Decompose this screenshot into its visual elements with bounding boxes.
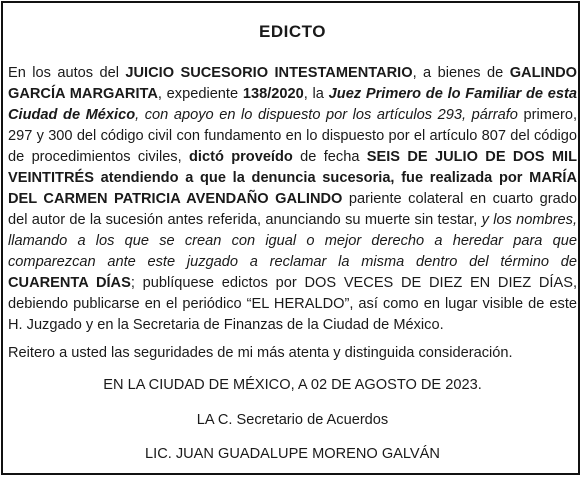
trial-type: JUICIO SUCESORIO INTESTAMENTARIO xyxy=(125,65,413,81)
term-days: CUARENTA DÍAS xyxy=(8,275,131,291)
signer-title: LA C. Secretario de Acuerdos xyxy=(196,412,389,428)
deceased-name: GALINDO GARCÍA MARGARITA xyxy=(8,65,577,102)
body-text-segment: , la xyxy=(303,86,329,102)
body-text-segment: En los autos del xyxy=(8,65,126,81)
resolution-date-and-claimant: SEIS DE JULIO DE DOS MIL VEINTITRÉS atendiendo a que la denuncia sucesoria, fue realizada por MARÍA DEL CARMEN PATRICIA AVENDAÑO GALINDO xyxy=(8,149,577,207)
case-number: 138/2020 xyxy=(242,86,304,102)
place-date: EN LA CIUDAD DE MÉXICO, A 02 DE AGOSTO DE 2023. xyxy=(103,377,482,393)
signer-name: LIC. JUAN GUADALUPE MORENO GALVÁN xyxy=(145,446,440,462)
body-text-segment: de fecha xyxy=(292,149,367,165)
document-title: EDICTO xyxy=(259,22,326,41)
body-text-segment: , expediente xyxy=(157,86,243,102)
publication-instructions: ; publíquese edictos por DOS VECES DE DIEZ EN DIEZ DÍAS, debiendo publicarse en el periódico “EL HERALDO”, así como en lugar visible de este H. Juzgado y en la Secretaria de Finanzas de la Ciudad de México. xyxy=(8,275,577,333)
body-text-segment: primero, 297 y 300 del código civil con fundamento en lo dispuesto por el artículo 807 del código de procedimientos civiles, xyxy=(8,107,577,165)
legal-basis: , con apoyo en lo dispuesto por los artículos 293, párrafo xyxy=(135,107,518,123)
court-name: Juez Primero de lo Familiar de esta Ciudad de México xyxy=(8,86,578,123)
edict-body xyxy=(8,63,577,336)
summons-text: y los nombres, llamando a los que se crean con igual o mejor derecho a heredar para que comparezcan ante este juzgado a reclamar la misma dentro del término de xyxy=(8,212,577,270)
body-text-segment: , a bienes de xyxy=(412,65,510,81)
body-text-segment: pariente colateral en cuarto grado del autor de la sucesión antes referida, anunciando su muerte sin testar, xyxy=(8,191,578,228)
resolution-phrase: dictó proveído xyxy=(189,149,293,165)
closing-statement: Reitero a usted las seguridades de mi más atenta y distinguida consideración. xyxy=(8,345,513,361)
